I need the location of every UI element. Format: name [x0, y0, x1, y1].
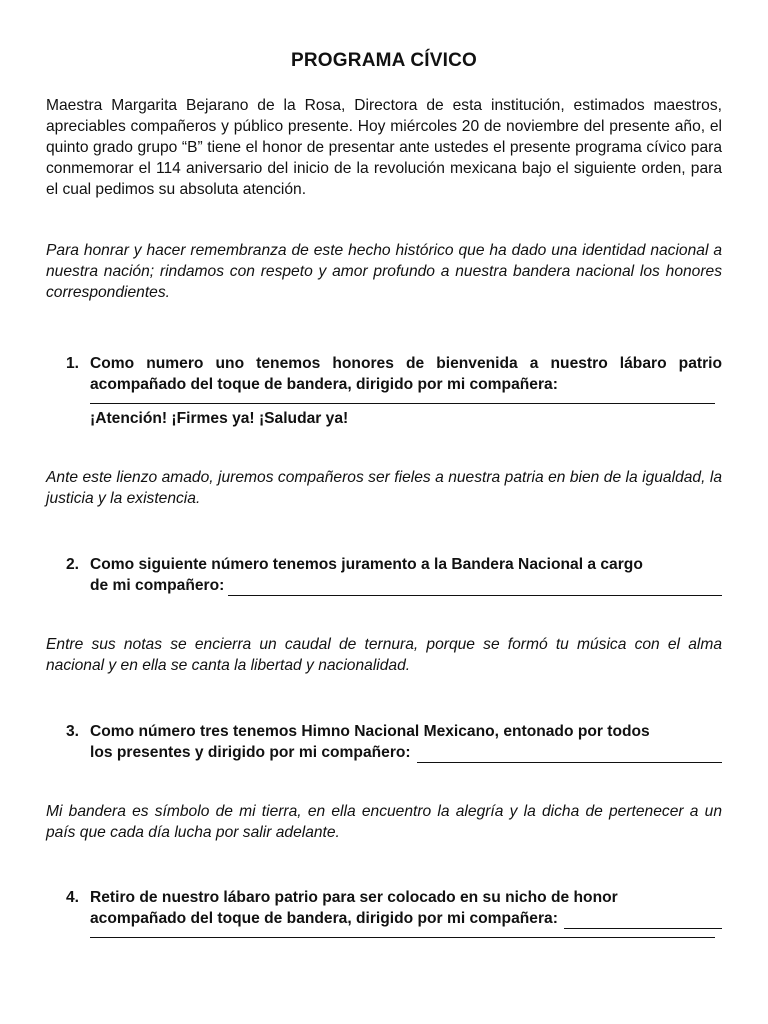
item-text-line-2: los presentes y dirigido por mi compañero: — [90, 744, 411, 761]
reading-1: Para honrar y hacer remembranza de este hecho histórico que ha dado una identidad nacional a nuestra nación; rindamos con respeto y amor profundo a nuestra bandera nacional los honores correspondientes. — [46, 242, 722, 301]
item-number: 3. — [66, 723, 80, 740]
program-item-4 — [66, 887, 722, 938]
item-number: 1. — [66, 355, 80, 372]
reading-3: Entre sus notas se encierra un caudal de ternura, porque se formó tu música con el alma nacional y en ella se canta la libertad y nacionalidad. — [46, 636, 722, 674]
item-text-line-1: Como siguiente número tenemos juramento a la Bandera Nacional a cargo — [90, 556, 643, 573]
intro-paragraph: Maestra Margarita Bejarano de la Rosa, Directora de esta institución, estimados maestros, apreciables compañeros y público presente. Hoy miércoles 20 de noviembre del presente año, el quinto grado grupo “B” tiene el honor de presentar ante ustedes el presente programa cívico para conmemorar el 114 aniversario del inicio de la revolución mexicana bajo el siguiente orden, para el cual pedimos su absoluta atención. — [46, 97, 722, 198]
item-text-line-1: Retiro de nuestro lábaro patrio para ser colocado en su nicho de honor — [90, 889, 618, 906]
program-item-3 — [66, 721, 722, 763]
item-command: ¡Atención! ¡Firmes ya! ¡Saludar ya! — [90, 410, 349, 427]
item-text-line-2: acompañado del toque de bandera, dirigido por mi compañera: — [90, 910, 558, 927]
fill-in-line[interactable] — [90, 395, 715, 404]
item-number: 2. — [66, 556, 80, 573]
item-number: 4. — [66, 889, 80, 906]
reading-2: Ante este lienzo amado, juremos compañeros ser fieles a nuestra patria en bien de la igualdad, la justicia y la existencia. — [46, 469, 722, 507]
reading-4: Mi bandera es símbolo de mi tierra, en ella encuentro la alegría y la dicha de pertenecer a un país que cada día lucha por salir adelante. — [46, 803, 722, 841]
fill-in-line[interactable] — [228, 578, 722, 596]
item-text: Como numero uno tenemos honores de bienvenida a nuestro lábaro patrio acompañado del toque de bandera, dirigido por mi compañera: — [90, 355, 722, 393]
program-item-2 — [66, 554, 722, 596]
document-title: PROGRAMA CÍVICO — [291, 50, 477, 71]
item-text-line-1: Como número tres tenemos Himno Nacional Mexicano, entonado por todos — [90, 723, 650, 740]
program-item-1 — [66, 353, 722, 429]
item-text-line-2: de mi compañero: — [90, 577, 225, 594]
fill-in-line[interactable] — [417, 745, 722, 763]
fill-in-line[interactable] — [564, 911, 722, 929]
fill-in-line[interactable] — [90, 929, 715, 938]
